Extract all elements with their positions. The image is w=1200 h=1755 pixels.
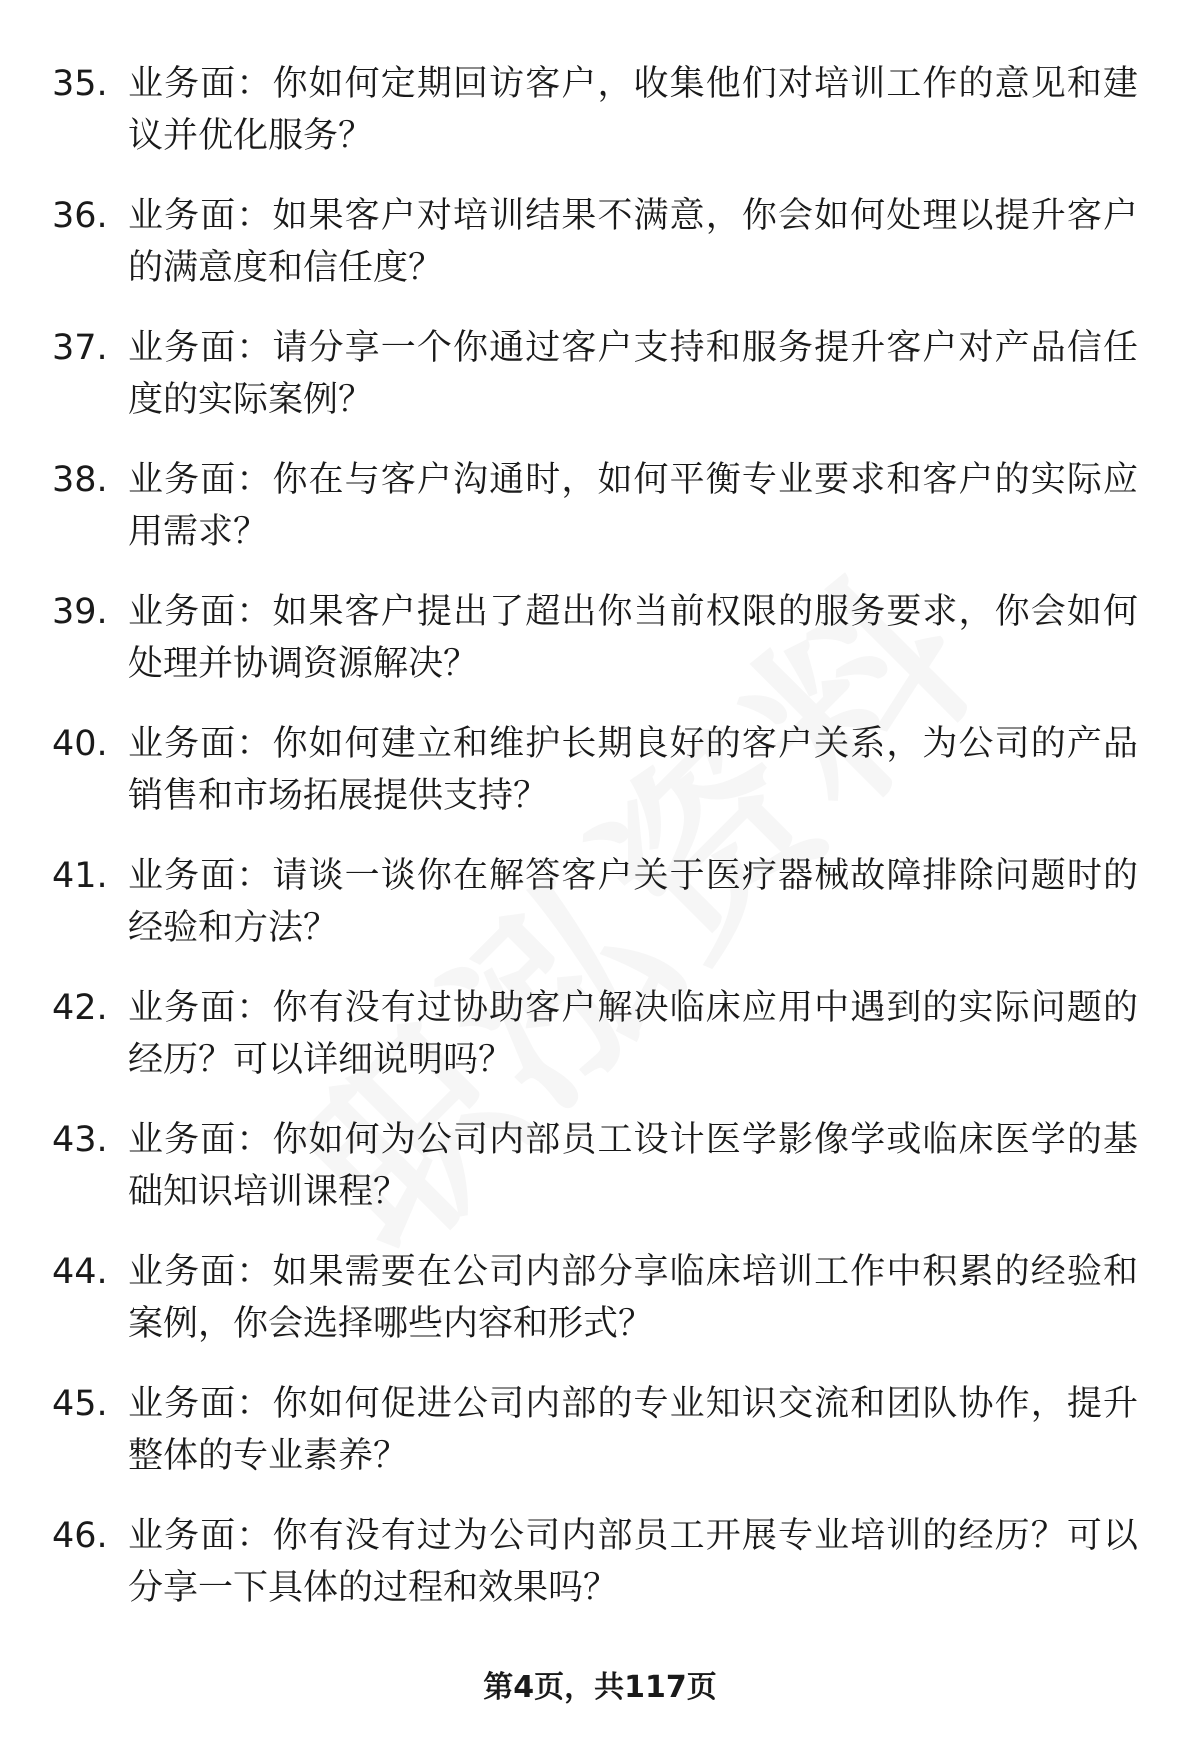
question-number: 36.	[52, 196, 108, 236]
page-footer: 第4页，共117页	[483, 1670, 717, 1705]
question-text: 业务面：如果客户提出了超出你当前权限的服务要求，你会如何处理并协调资源解决？	[128, 592, 1138, 684]
question-text: 业务面：你如何促进公司内部的专业知识交流和团队协作，提升整体的专业素养？	[128, 1384, 1138, 1476]
question-number: 40.	[52, 724, 108, 764]
question-list	[0, 58, 1200, 1642]
question-item	[0, 1378, 1200, 1510]
question-number: 43.	[52, 1120, 108, 1160]
question-number: 37.	[52, 328, 108, 368]
question-number: 41.	[52, 856, 108, 896]
question-text: 业务面：请分享一个你通过客户支持和服务提升客户对产品信任度的实际案例？	[128, 328, 1138, 420]
question-number: 44.	[52, 1252, 108, 1292]
question-text: 业务面：请谈一谈你在解答客户关于医疗器械故障排除问题时的经验和方法？	[128, 856, 1138, 948]
question-text: 业务面：如果需要在公司内部分享临床培训工作中积累的经验和案例，你会选择哪些内容和形式？	[128, 1252, 1138, 1344]
question-number: 42.	[52, 988, 108, 1028]
question-text: 业务面：你有没有过为公司内部员工开展专业培训的经历？可以分享一下具体的过程和效果吗？	[128, 1516, 1138, 1608]
question-number: 39.	[52, 592, 108, 632]
question-item	[0, 850, 1200, 982]
question-text: 业务面：你有没有过协助客户解决临床应用中遇到的实际问题的经历？可以详细说明吗？	[128, 988, 1138, 1080]
question-item	[0, 190, 1200, 322]
question-text: 业务面：你如何为公司内部员工设计医学影像学或临床医学的基础知识培训课程？	[128, 1120, 1138, 1212]
question-number: 38.	[52, 460, 108, 500]
question-text: 业务面：如果客户对培训结果不满意，你会如何处理以提升客户的满意度和信任度？	[128, 196, 1138, 288]
question-text: 业务面：你在与客户沟通时，如何平衡专业要求和客户的实际应用需求？	[128, 460, 1138, 552]
question-item	[0, 586, 1200, 718]
question-item	[0, 718, 1200, 850]
question-item	[0, 1510, 1200, 1642]
question-number: 46.	[52, 1516, 108, 1556]
question-item	[0, 982, 1200, 1114]
question-item	[0, 1114, 1200, 1246]
question-item	[0, 454, 1200, 586]
question-text: 业务面：你如何定期回访客户，收集他们对培训工作的意见和建议并优化服务？	[128, 64, 1138, 156]
question-item	[0, 322, 1200, 454]
question-number: 35.	[52, 64, 108, 104]
question-number: 45.	[52, 1384, 108, 1424]
question-item	[0, 1246, 1200, 1378]
question-text: 业务面：你如何建立和维护长期良好的客户关系，为公司的产品销售和市场拓展提供支持？	[128, 724, 1138, 816]
question-item	[0, 58, 1200, 190]
